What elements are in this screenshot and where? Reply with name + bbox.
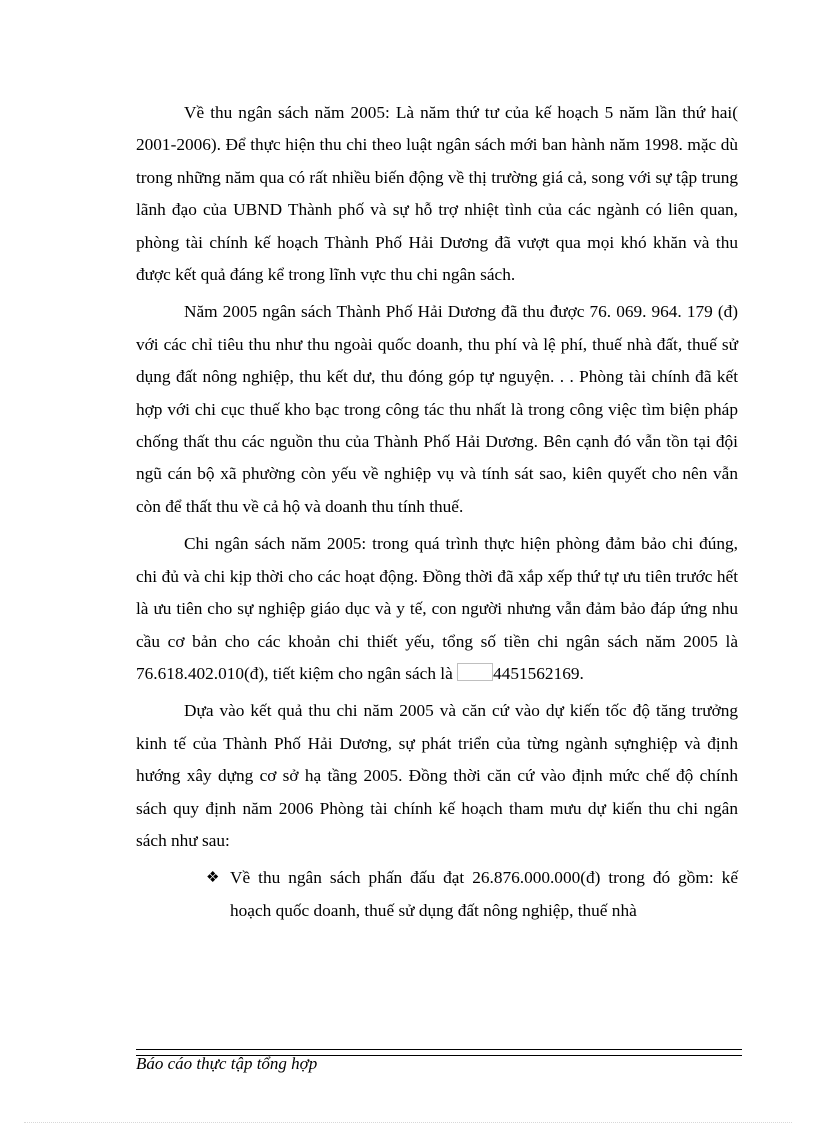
bullet-item-revenue-target <box>206 862 738 927</box>
footer-title: Báo cáo thực tập tổng hợp <box>136 1054 318 1073</box>
document-body <box>136 97 738 927</box>
savings-amount: 4451562169. <box>493 663 584 683</box>
diamond-bullet-icon: ❖ <box>206 870 220 887</box>
paragraph-revenue-details: Năm 2005 ngân sách Thành Phố Hải Dương đã thu được 76. 069. 964. 179 (đ) với các chỉ tiêu thu như thu ngoài quốc doanh, thu phí và lệ phí, thuế nhà đất, thuế sử dụng đất nông nghiệp, thu kết dư, thu đóng góp tự nguyện. . . Phòng tài chính đã kết hợp với chi cục thuế kho bạc trong công tác thu nhất là trong công việc tìm biện pháp chống thất thu các nguồn thu của Thành Phố Hải Dương. Bên cạnh đó vẫn tồn tại đội ngũ cán bộ xã phường còn yếu về nghiệp vụ và tính sát sao, kiên quyết cho nên vẫn còn để thất thu về cả hộ và doanh thu tính thuế. <box>136 302 738 516</box>
paragraph-expenditure-2005 <box>136 528 738 690</box>
bullet-text: Về thu ngân sách phấn đấu đạt 26.876.000.000(đ) trong đó gồm: kế hoạch quốc doanh, thuế sử dụng đất nông nghiệp, thuế nhà <box>230 868 738 920</box>
paragraph-revenue-2005: Về thu ngân sách năm 2005: Là năm thứ tư của kế hoạch 5 năm lần thứ hai( 2001-2006). Để thực hiện thu chi theo luật ngân sách mới ban hành năm 1998. mặc dù trong những năm qua có rất nhiều biến động về thị trường giá cả, song với sự tập trung lãnh đạo của UBND Thành phố và sự hỗ trợ nhiệt tình của các ngành có liên quan, phòng tài chính kế hoạch Thành Phố Hải Dương đã vượt qua mọi khó khăn và thu được kết quả đáng kể trong lĩnh vực thu chi ngân sách. <box>136 103 738 285</box>
paragraph-plan-2006: Dựa vào kết quả thu chi năm 2005 và căn cứ vào dự kiến tốc độ tăng trưởng kinh tế của Thành Phố Hải Dương, sự phát triển của từng ngành sựnghiệp và định hướng xây dựng cơ sở hạ tầng 2005. Đồng thời căn cứ vào định mức chế độ chính sách quy định năm 2006 Phòng tài chính kế hoạch tham mưu dự kiến thu chi ngân sách như sau: <box>136 701 738 850</box>
expenditure-text: Chi ngân sách năm 2005: trong quá trình thực hiện phòng đảm bảo chi đúng, chi đủ và chi kịp thời cho các hoạt động. Đồng thời đã xắp xếp thứ tự ưu tiên trước hết là ưu tiên cho sự nghiệp giáo dục và y tế, con người nhưng vẫn đảm bảo đáp ứng nhu cầu cơ bản cho các khoản chi thiết yếu, tổng số tiền chi ngân sách năm 2005 là 76.618.402.010(đ), tiết kiệm cho ngân sách là <box>136 534 738 683</box>
empty-box <box>457 663 493 681</box>
